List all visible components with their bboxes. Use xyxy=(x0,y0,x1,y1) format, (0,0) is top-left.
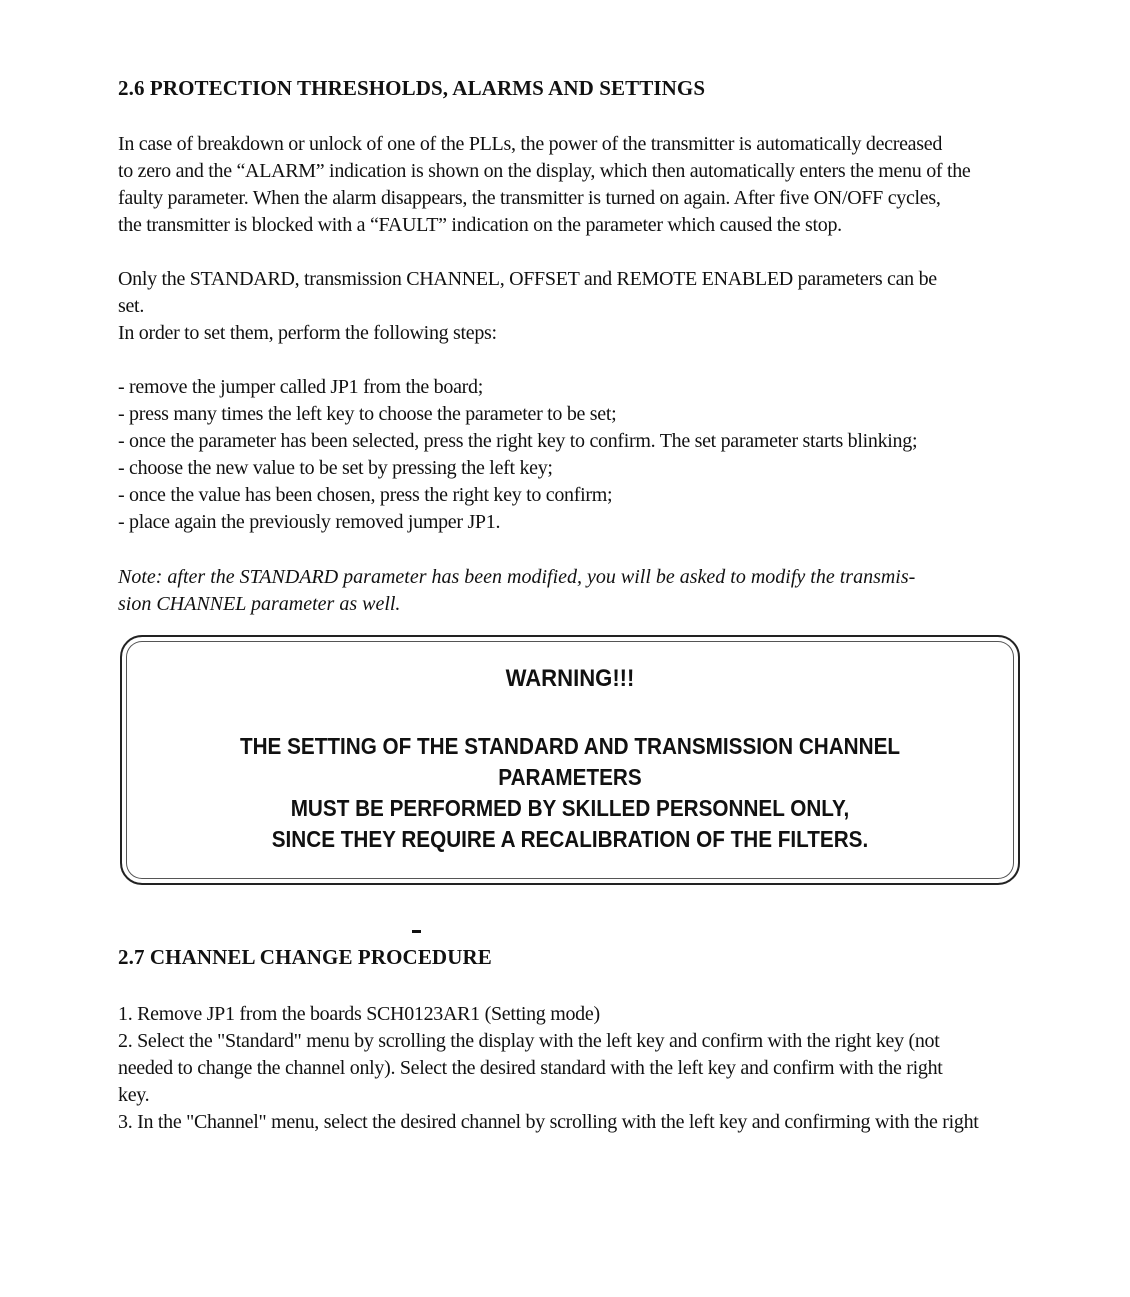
warning-line: MUST BE PERFORMED BY SKILLED PERSONNEL ONLY, xyxy=(290,795,850,821)
note-line: Note: after the STANDARD parameter has been modified, you will be asked to modify the transmis- xyxy=(118,566,916,588)
paragraph-line: faulty parameter. When the alarm disappears, the transmitter is turned on again. After five ON/OFF cycles, xyxy=(118,187,941,209)
list-item: - remove the jumper called JP1 from the board; xyxy=(118,376,483,398)
warning-line: SINCE THEY REQUIRE A RECALIBRATION OF THE FILTERS. xyxy=(271,826,869,852)
list-item: - place again the previously removed jumper JP1. xyxy=(118,511,501,533)
standard-parameter-note xyxy=(118,564,1028,618)
list-item: - once the parameter has been selected, press the right key to confirm. The set parameter starts blinking; xyxy=(118,430,918,452)
scan-mark xyxy=(412,930,421,933)
procedure-line: key. xyxy=(118,1084,150,1106)
paragraph-line: the transmitter is blocked with a “FAULT” indication on the parameter which caused the stop. xyxy=(118,214,842,236)
note-line: sion CHANNEL parameter as well. xyxy=(118,593,401,615)
paragraph-line: Only the STANDARD, transmission CHANNEL, OFFSET and REMOTE ENABLED parameters can be xyxy=(118,268,937,290)
section-2-6-heading: 2.6 PROTECTION THRESHOLDS, ALARMS AND SETTINGS xyxy=(118,76,706,100)
settable-parameters-paragraph xyxy=(118,266,1028,347)
alarm-description-paragraph xyxy=(118,131,1028,239)
warning-box xyxy=(120,635,1020,885)
warning-message xyxy=(167,731,973,855)
paragraph-line: to zero and the “ALARM” indication is shown on the display, which then automatically enters the menu of the xyxy=(118,160,971,182)
warning-title: WARNING!!! xyxy=(505,665,635,692)
list-item: - once the value has been chosen, press the right key to confirm; xyxy=(118,484,613,506)
section-2-7-heading: 2.7 CHANNEL CHANGE PROCEDURE xyxy=(118,945,492,969)
paragraph-line: set. xyxy=(118,295,145,317)
paragraph-line: In case of breakdown or unlock of one of the PLLs, the power of the transmitter is automatically decreased xyxy=(118,133,943,155)
warning-line: THE SETTING OF THE STANDARD AND TRANSMISSION CHANNEL PARAMETERS xyxy=(239,733,901,790)
paragraph-line: In order to set them, perform the following steps: xyxy=(118,322,497,344)
procedure-line: 1. Remove JP1 from the boards SCH0123AR1 (Setting mode) xyxy=(118,1003,600,1025)
setting-steps-list xyxy=(118,374,1028,536)
list-item: - choose the new value to be set by pressing the left key; xyxy=(118,457,553,479)
list-item: - press many times the left key to choose the parameter to be set; xyxy=(118,403,617,425)
channel-change-steps xyxy=(118,1001,1028,1136)
procedure-line: 3. In the "Channel" menu, select the desired channel by scrolling with the left key and confirming with the right xyxy=(118,1111,979,1133)
procedure-line: 2. Select the "Standard" menu by scrolling the display with the left key and confirm with the right key (not xyxy=(118,1030,940,1052)
procedure-line: needed to change the channel only). Select the desired standard with the left key and confirm with the right xyxy=(118,1057,943,1079)
